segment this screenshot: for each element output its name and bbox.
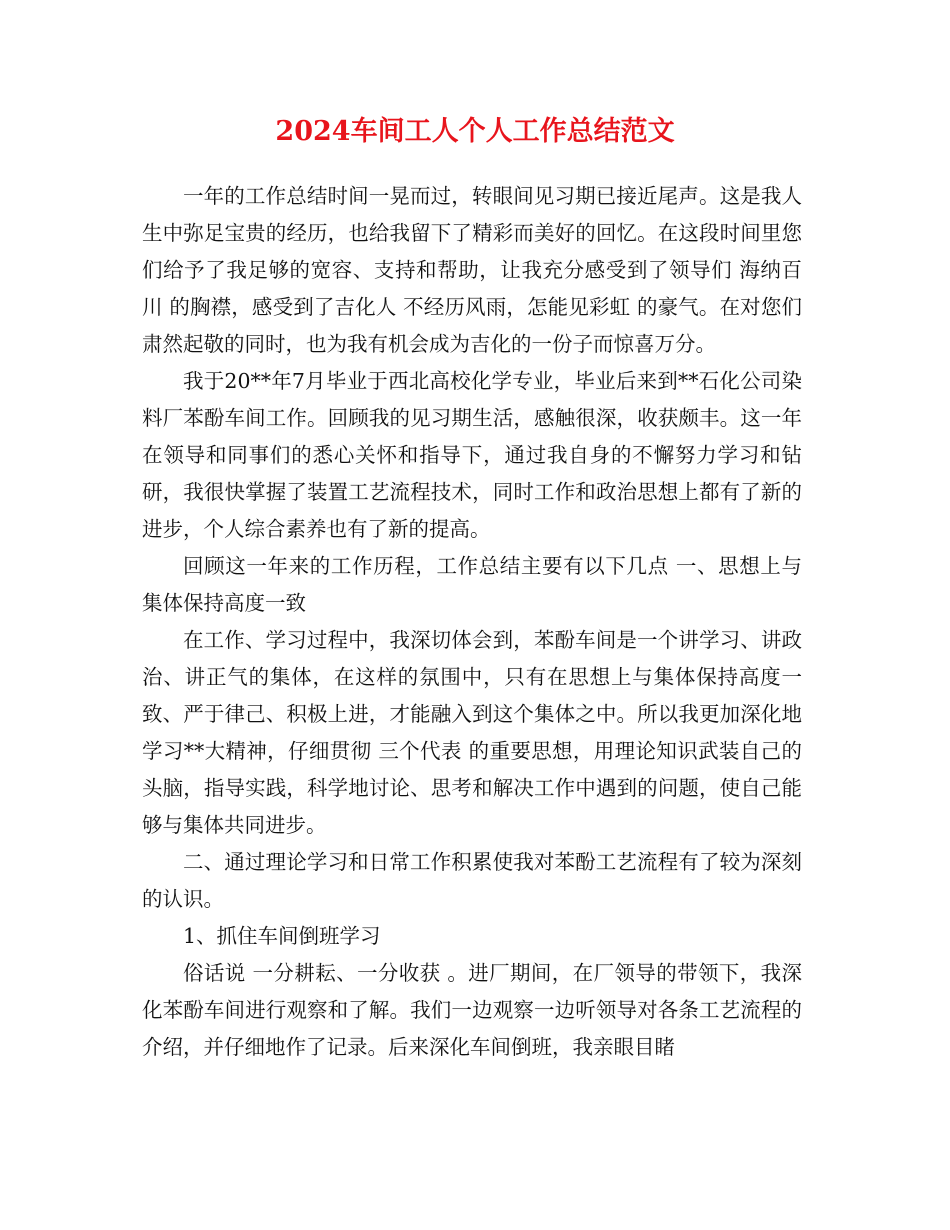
document-title: 2024车间工人个人工作总结范文 <box>275 116 675 147</box>
paragraph-section-two: 二、通过理论学习和日常工作积累使我对苯酚工艺流程有了较为深刻的认识。 <box>142 850 802 911</box>
paragraph-intro: 一年的工作总结时间一晃而过，转眼间见习期已接近尾声。这是我人生中弥足宝贵的经历，也给我留下了精彩而美好的回忆。在这段时间里您们给予了我足够的宽容、支持和帮助，让我充分感受到了领导们 海纳百川 的胸襟，感受到了吉化人 不经历风雨，怎能见彩虹 的豪气。在对您们肃然起敬的同时，也为我有机会成为吉化的一份子而惊喜万分。 <box>142 184 802 356</box>
paragraph-subsection-one: 1、抓住车间倒班学习 <box>183 924 381 948</box>
paragraph-saying: 俗话说 一分耕耘、一分收获 。进厂期间，在厂领导的带领下，我深化苯酚车间进行观察和了解。我们一边观察一边听领导对各条工艺流程的介绍，并仔细地作了记录。后来深化车间倒班，我亲眼目睹 <box>142 961 802 1059</box>
paragraph-review: 回顾这一年来的工作历程，工作总结主要有以下几点 一、思想上与集体保持高度一致 <box>142 554 802 615</box>
paragraph-thought: 在工作、学习过程中，我深切体会到，苯酚车间是一个讲学习、讲政治、讲正气的集体，在这样的氛围中，只有在思想上与集体保持高度一致、严于律己、积极上进，才能融入到这个集体之中。所以我更加深化地学习**大精神，仔细贯彻 三个代表 的重要思想，用理论知识武装自己的头脑，指导实践，科学地讨论、思考和解决工作中遇到的问题，使自己能够与集体共同进步。 <box>142 628 802 837</box>
document-body <box>142 178 802 1066</box>
paragraph-background: 我于20**年7月毕业于西北高校化学专业，毕业后来到**石化公司染料厂苯酚车间工作。回顾我的见习期生活，感触很深，收获颇丰。这一年在领导和同事们的悉心关怀和指导下，通过我自身的不懈努力学习和钻研，我很快掌握了装置工艺流程技术，同时工作和政治思想上都有了新的进步，个人综合素养也有了新的提高。 <box>142 369 802 541</box>
